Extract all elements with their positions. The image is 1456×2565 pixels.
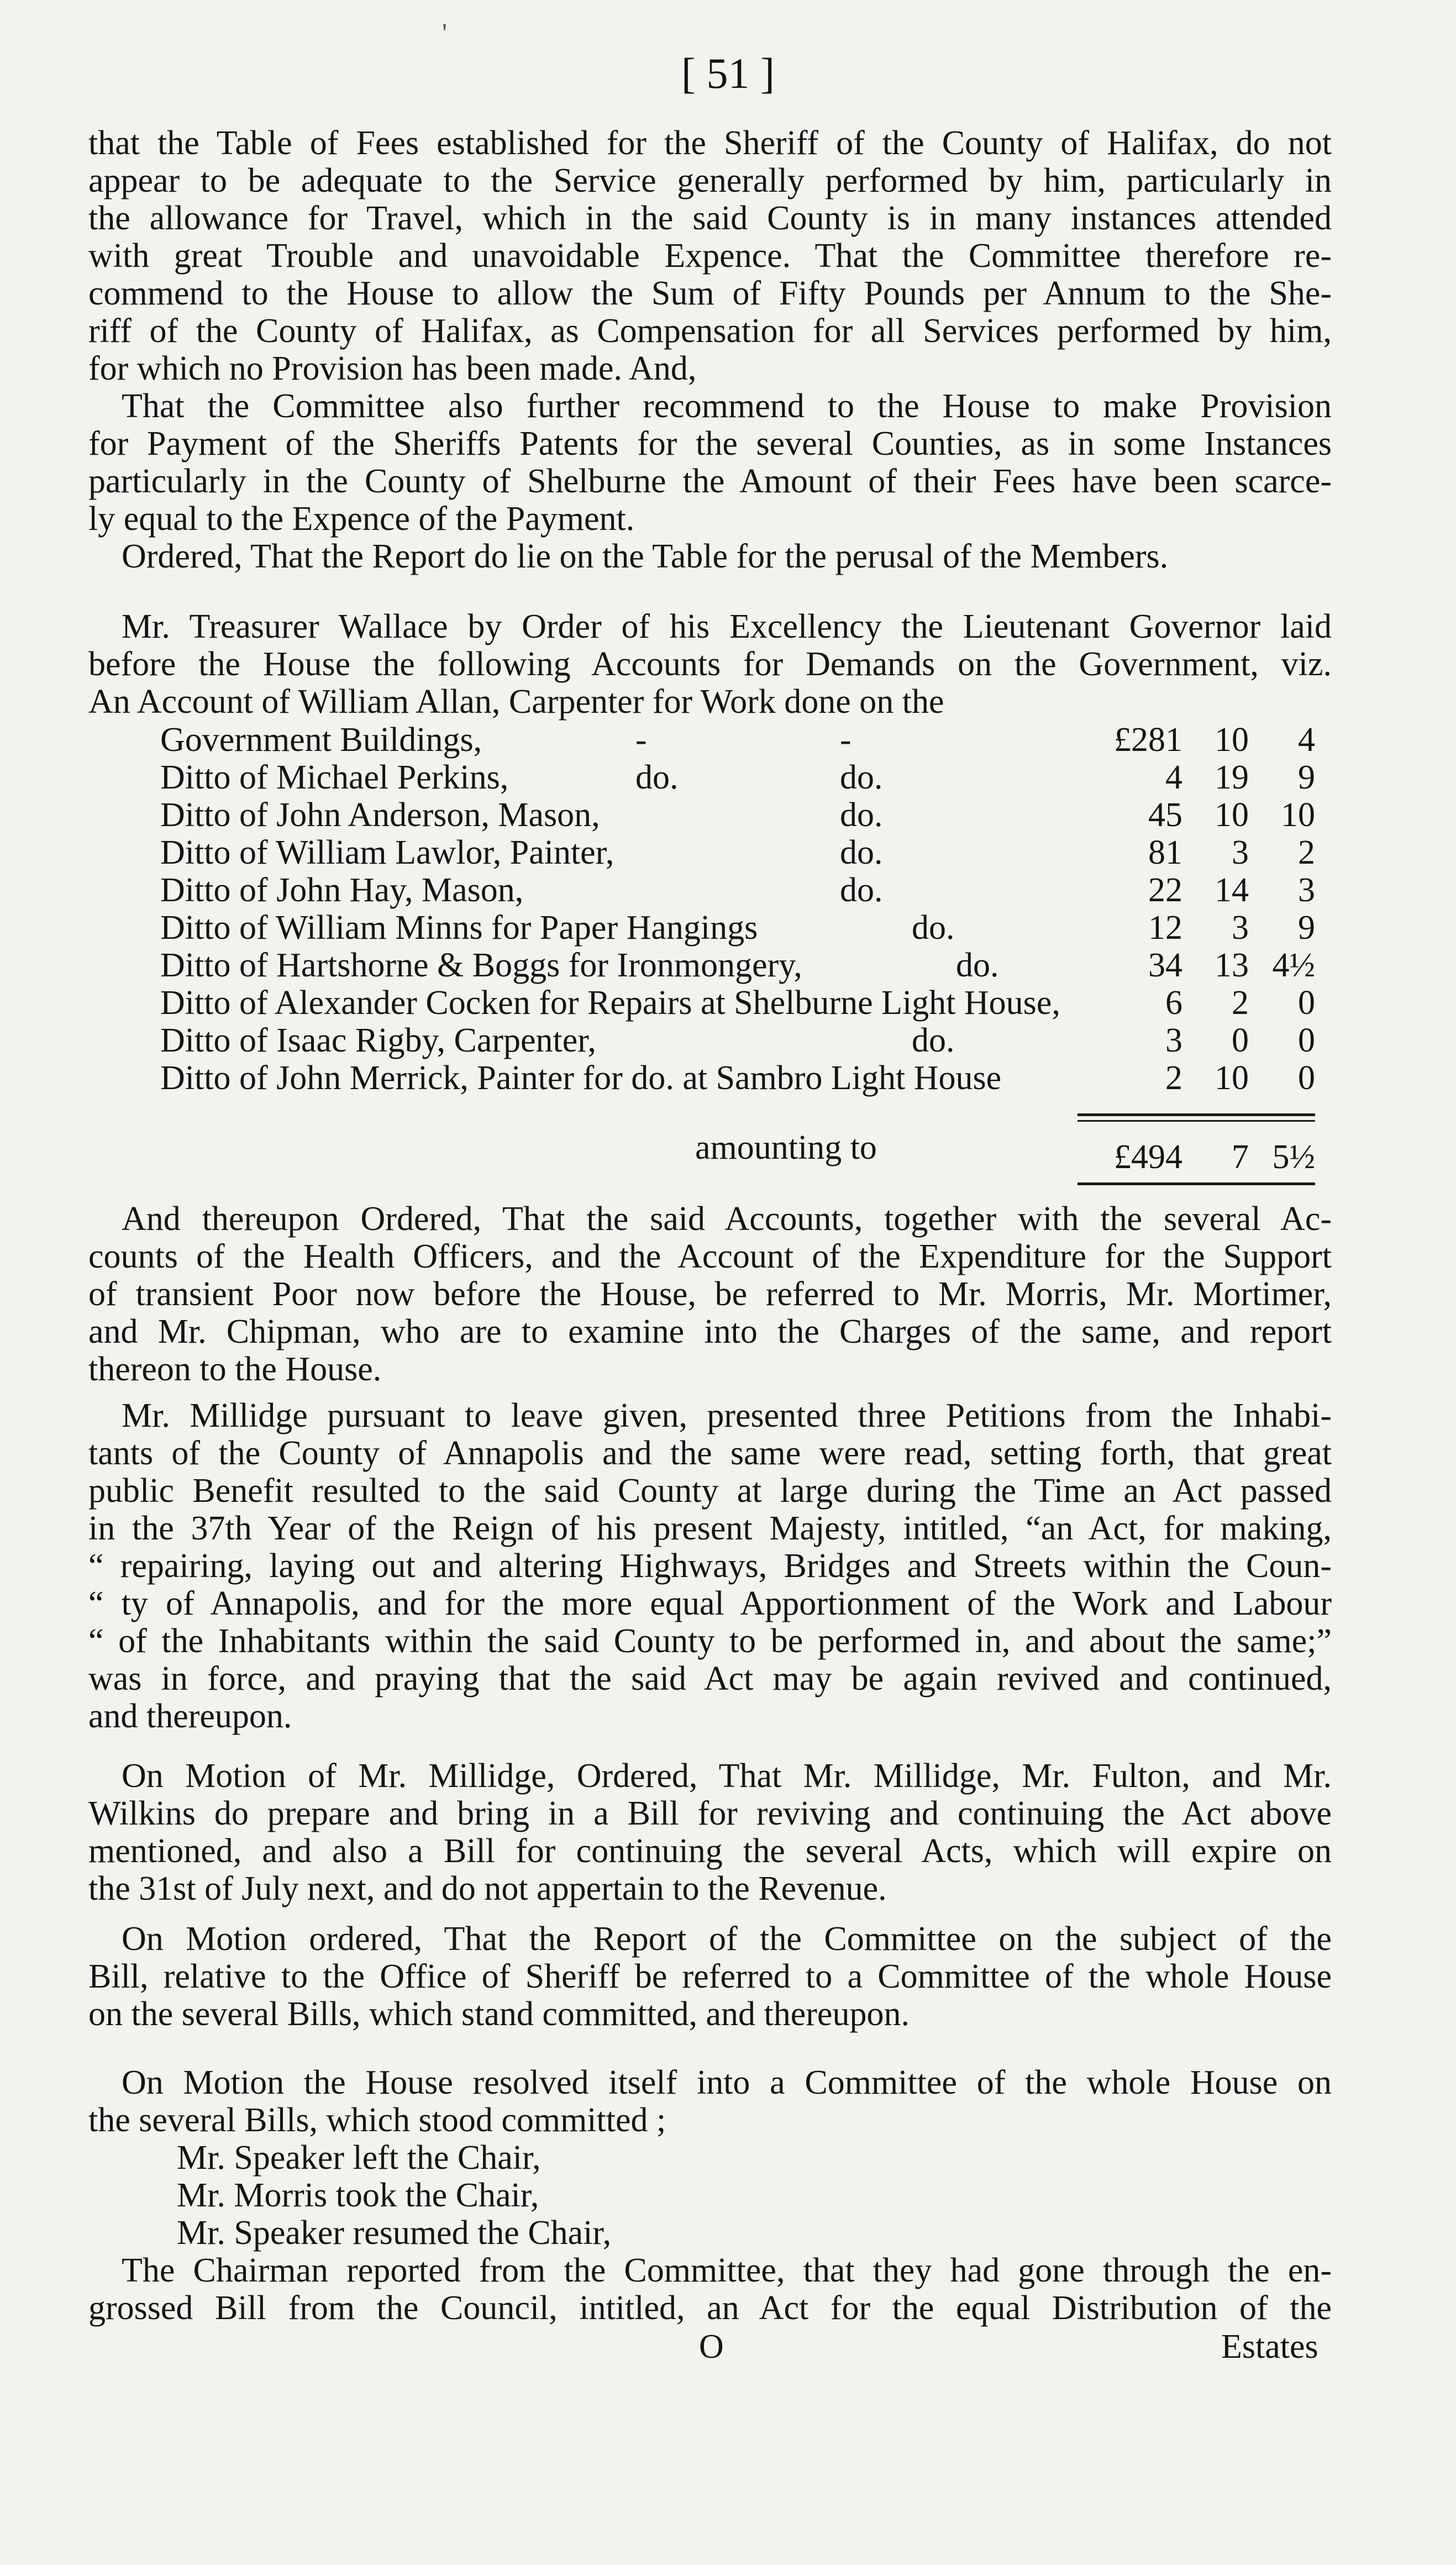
account-row	[160, 909, 1315, 947]
amount-pounds: 12	[1148, 909, 1182, 947]
amount-shillings: 3	[1232, 909, 1249, 947]
text-line: commend to the House to allow the Sum of Fifty Pounds per Annum to the She-	[88, 275, 1332, 312]
amount-pounds: 4	[1165, 759, 1182, 796]
account-description: Ditto of Isaac Rigby, Carpenter,	[160, 1022, 596, 1059]
chair-lines	[177, 2139, 1006, 2252]
page-number: [ 51 ]	[681, 49, 775, 97]
paragraph-motion-sheriff	[88, 1920, 1332, 2033]
account-row	[160, 796, 1315, 834]
amount-pounds: 3	[1165, 1022, 1182, 1059]
account-description: Ditto of John Merrick, Painter for do. at Sambro Light House	[160, 1059, 1002, 1097]
amount-pence: 0	[1298, 984, 1315, 1022]
amount-pounds: 22	[1148, 871, 1182, 909]
text-line: And thereupon Ordered, That the said Accounts, together with the several Ac-	[122, 1200, 1332, 1238]
text-line: that the Table of Fees established for the Sheriff of the County of Halifax, do not	[88, 124, 1332, 162]
account-description: Ditto of Alexander Cocken for Repairs at Shelburne Light House,	[160, 984, 1060, 1022]
amount-pounds: £281	[1114, 721, 1182, 759]
text-line: “ repairing, laying out and altering Highways, Bridges and Streets within the Coun-	[88, 1547, 1332, 1585]
text-line: Ordered, That the Report do lie on the Table for the perusal of the Members.	[122, 538, 1169, 575]
account-row	[160, 984, 1315, 1022]
account-row	[160, 1022, 1315, 1059]
amount-shillings: 10	[1215, 1059, 1249, 1097]
total-row	[160, 1138, 1315, 1176]
account-description: Ditto of William Lawlor, Painter,	[160, 834, 614, 871]
text-line: the allowance for Travel, which in the said County is in many instances attended	[88, 199, 1332, 237]
text-line: tants of the County of Annapolis and the same were read, setting forth, that great	[88, 1434, 1332, 1472]
text-line: particularly in the County of Shelburne the Amount of their Fees have been scarce-	[88, 462, 1332, 500]
text-line: mentioned, and also a Bill for continuing the several Acts, which will expire on	[88, 1832, 1332, 1870]
paragraph-chairman	[88, 2252, 1332, 2327]
total-pounds: £494	[1114, 1138, 1182, 1176]
text-line: riff of the County of Halifax, as Compensation for all Services performed by him,	[88, 312, 1332, 350]
amount-pence: 10	[1281, 796, 1315, 834]
text-line: was in force, and praying that the said Act may be again revived and continued,	[88, 1660, 1332, 1697]
account-row	[160, 759, 1315, 796]
paragraph-thereupon	[88, 1200, 1332, 1388]
text-line: Mr. Speaker resumed the Chair,	[177, 2214, 612, 2252]
account-row	[160, 947, 1315, 984]
text-line: On Motion of Mr. Millidge, Ordered, That Mr. Millidge, Mr. Fulton, and Mr.	[122, 1757, 1332, 1795]
amount-pence: 0	[1298, 1022, 1315, 1059]
text-line: thereon to the House.	[88, 1350, 382, 1388]
account-description: Ditto of John Hay, Mason,	[160, 871, 524, 909]
text-line: “ of the Inhabitants within the said County to be performed in, and about the same;”	[88, 1622, 1332, 1660]
total-label: amounting to	[695, 1129, 877, 1166]
amount-pence: 3	[1298, 871, 1315, 909]
account-description: Ditto of John Anderson, Mason,	[160, 796, 600, 834]
text-line: On Motion ordered, That the Report of the Committee on the subject of the	[122, 1920, 1332, 1958]
amount-pounds: 2	[1165, 1059, 1182, 1097]
paragraph-millidge	[88, 1397, 1332, 1735]
text-line: and thereupon.	[88, 1697, 292, 1735]
amount-shillings: 14	[1215, 871, 1249, 909]
account-ditto: do.	[912, 1022, 955, 1059]
amount-pence: 9	[1298, 759, 1315, 796]
amount-pounds: 34	[1148, 947, 1182, 984]
amount-pounds: 81	[1148, 834, 1182, 871]
paragraph-patents	[88, 387, 1332, 575]
text-line: the 31st of July next, and do not appertain to the Revenue.	[88, 1870, 887, 1907]
text-line: Bill, relative to the Office of Sheriff be referred to a Committee of the whole House	[88, 1958, 1332, 1995]
text-line: “ ty of Annapolis, and for the more equal Apportionment of the Work and Labour	[88, 1585, 1332, 1622]
text-line: Wilkins do prepare and bring in a Bill for reviving and continuing the Act above	[88, 1795, 1332, 1832]
text-line: On Motion the House resolved itself into a Committee of the whole House on	[122, 2064, 1332, 2101]
amount-pence: 2	[1298, 834, 1315, 871]
paragraph-motion-house	[88, 2064, 1332, 2139]
amount-shillings: 10	[1215, 796, 1249, 834]
text-line: on the several Bills, which stand committed, and thereupon.	[88, 1995, 910, 2033]
text-line: Mr. Millidge pursuant to leave given, presented three Petitions from the Inhabi-	[122, 1397, 1332, 1434]
text-line: Mr. Speaker left the Chair,	[177, 2139, 541, 2177]
top-mark: '	[442, 17, 448, 48]
text-line: That the Committee also further recommend to the House to make Provision	[122, 387, 1332, 425]
sum-rule-bottom	[1077, 1182, 1315, 1185]
amount-pence: 9	[1298, 909, 1315, 947]
account-ditto: do.	[840, 871, 883, 909]
account-ditto: do.	[840, 759, 883, 796]
account-ditto: do.	[635, 759, 679, 796]
account-row	[160, 834, 1315, 871]
account-ditto: do.	[840, 834, 883, 871]
text-line: grossed Bill from the Council, intitled, an Act for the equal Distribution of the	[88, 2289, 1332, 2327]
text-line: An Account of William Allan, Carpenter for Work done on the	[88, 683, 944, 721]
text-line: and Mr. Chipman, who are to examine into the Charges of the same, and report	[88, 1313, 1332, 1350]
text-line: before the House the following Accounts for Demands on the Government, viz.	[88, 645, 1332, 683]
text-line: public Benefit resulted to the said County at large during the Time an Act passed	[88, 1472, 1332, 1510]
text-line: Mr. Treasurer Wallace by Order of his Excellency the Lieutenant Governor laid	[122, 608, 1332, 645]
text-line: of transient Poor now before the House, be referred to Mr. Morris, Mr. Mortimer,	[88, 1275, 1332, 1313]
total-pence: 5½	[1272, 1138, 1315, 1176]
account-ditto: do.	[956, 947, 999, 984]
amount-pence: 4	[1298, 721, 1315, 759]
catchword: Estates	[1221, 2328, 1318, 2366]
paragraph-motion-millidge	[88, 1757, 1332, 1907]
amount-shillings: 13	[1215, 947, 1249, 984]
signature-mark: O	[699, 2328, 724, 2366]
total-shillings: 7	[1232, 1138, 1249, 1176]
account-description: Ditto of Hartshorne & Boggs for Ironmongery,	[160, 947, 802, 984]
amount-pence: 0	[1298, 1059, 1315, 1097]
text-line: ly equal to the Expence of the Payment.	[88, 500, 635, 538]
paragraph-treasurer	[88, 608, 1332, 721]
text-line: The Chairman reported from the Committee, that they had gone through the en-	[122, 2252, 1332, 2289]
account-ditto: -	[840, 721, 851, 759]
amount-pence: 4½	[1272, 947, 1315, 984]
account-description: Ditto of Michael Perkins,	[160, 759, 509, 796]
amount-shillings: 2	[1232, 984, 1249, 1022]
text-line: with great Trouble and unavoidable Expence. That the Committee therefore re-	[88, 237, 1332, 275]
sum-rule-top-thin	[1077, 1120, 1315, 1122]
text-line: counts of the Health Officers, and the Account of the Expenditure for the Support	[88, 1238, 1332, 1275]
text-line: the several Bills, which stood committed ;	[88, 2101, 666, 2139]
account-row	[160, 1059, 1315, 1097]
text-line: appear to be adequate to the Service generally performed by him, particularly in	[88, 162, 1332, 199]
amount-pounds: 45	[1148, 796, 1182, 834]
account-ditto: do.	[840, 796, 883, 834]
amount-shillings: 3	[1232, 834, 1249, 871]
account-row	[160, 871, 1315, 909]
amount-shillings: 0	[1232, 1022, 1249, 1059]
text-line: in the 37th Year of the Reign of his present Majesty, intitled, “an Act, for making,	[88, 1510, 1332, 1547]
amount-pounds: 6	[1165, 984, 1182, 1022]
account-ditto: do.	[912, 909, 955, 947]
account-row	[160, 721, 1315, 759]
amount-shillings: 19	[1215, 759, 1249, 796]
paragraph-fees	[88, 124, 1332, 387]
text-line: for Payment of the Sheriffs Patents for the several Counties, as in some Instances	[88, 425, 1332, 462]
account-ditto: -	[635, 721, 647, 759]
text-line: for which no Provision has been made. And,	[88, 350, 697, 387]
text-line: Mr. Morris took the Chair,	[177, 2177, 539, 2214]
sum-rule-top	[1077, 1113, 1315, 1116]
amount-shillings: 10	[1215, 721, 1249, 759]
account-description: Government Buildings,	[160, 721, 482, 759]
account-description: Ditto of William Minns for Paper Hangings	[160, 909, 758, 947]
